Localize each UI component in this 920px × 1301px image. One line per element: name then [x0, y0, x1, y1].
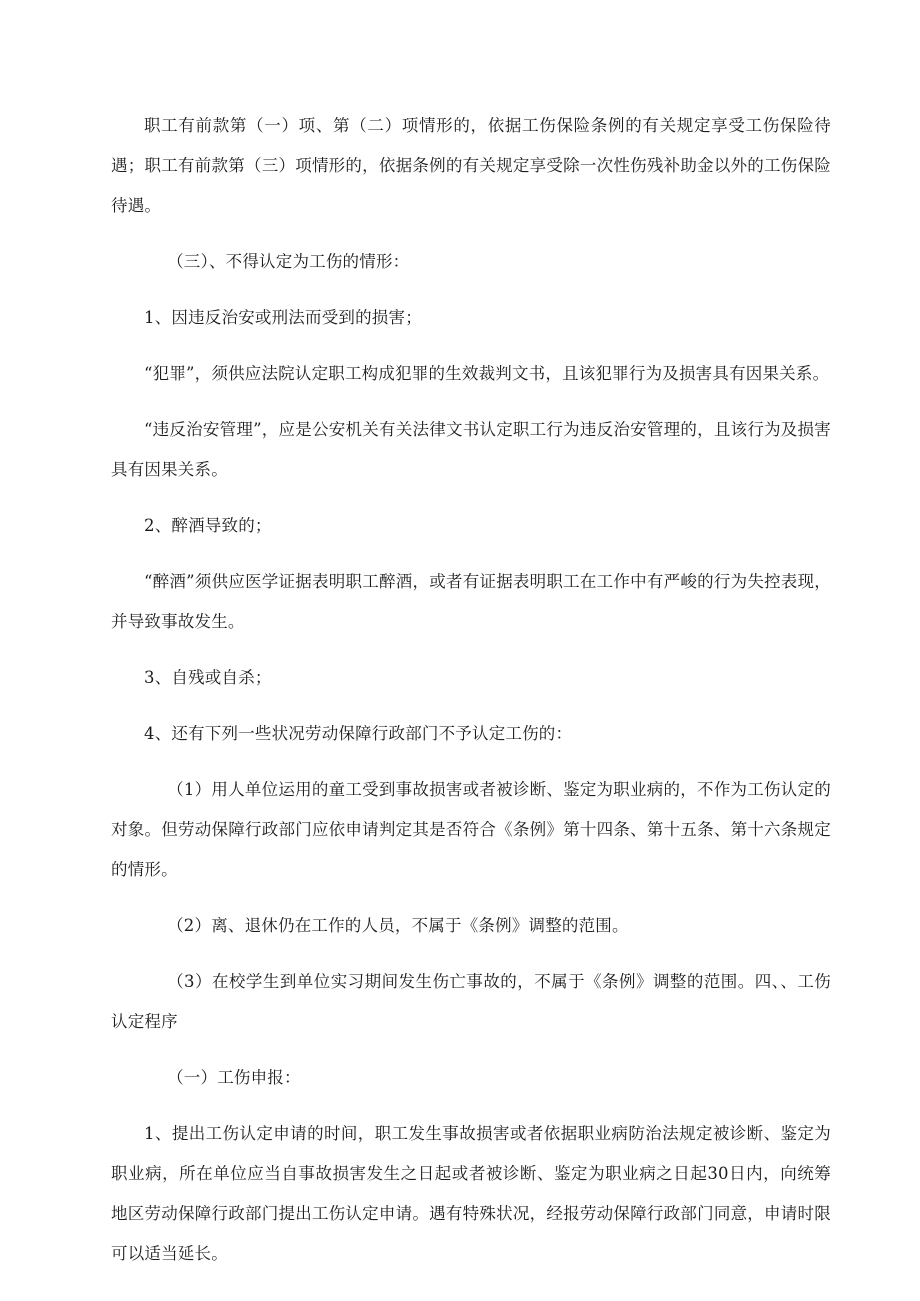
list-item-3: 3、自残或自杀； [144, 668, 272, 687]
section-heading-not-work-injury: （三）、不得认定为工伤的情形： [167, 252, 410, 271]
paragraph-crime-definition: “犯罪”，须供应法院认定职工构成犯罪的生效裁判文书，且该犯罪行为及损害具有因果关系。 [144, 364, 830, 383]
sub-item-3: （3）在校学生到单位实习期间发生伤亡事故的，不属于《条例》调整的范围。四、、工伤认定程序 [111, 972, 831, 1031]
sub-item-1: （1）用人单位运用的童工受到事故损害或者被诊断、鉴定为职业病的，不作为工伤认定的对象。但劳动保障行政部门应依申请判定其是否符合《条例》第十四条、第十五条、第十六条规定的情形。 [111, 780, 831, 879]
document-body [111, 106, 831, 1290]
paragraph-public-security-definition: “违反治安管理”，应是公安机关有关法律文书认定职工行为违反治安管理的，且该行为及损害具有因果关系。 [111, 420, 831, 479]
paragraph-benefits: 职工有前款第（一）项、第（二）项情形的，依据工伤保险条例的有关规定享受工伤保险待遇；职工有前款第（三）项情形的，依据条例的有关规定享受除一次性伤残补助金以外的工伤保险待遇。 [111, 116, 831, 215]
paragraph-application-time: 1、提出工伤认定申请的时间，职工发生事故损害或者依据职业病防治法规定被诊断、鉴定为职业病，所在单位应当自事故损害发生之日起或者被诊断、鉴定为职业病之日起30日内，向统筹地区劳动保障行政部门提出工伤认定申请。遇有特殊状况，经报劳动保障行政部门同意，申请时限可以适当延长。 [111, 1124, 831, 1263]
list-item-1: 1、因违反治安或刑法而受到的损害； [144, 308, 422, 327]
list-item-2: 2、醉酒导致的； [144, 516, 272, 535]
list-item-4: 4、还有下列一些状况劳动保障行政部门不予认定工伤的： [144, 724, 573, 743]
sub-item-2: （2）离、退休仍在工作的人员，不属于《条例》调整的范围。 [167, 916, 629, 935]
section-heading-application: （一）工伤申报： [167, 1068, 301, 1087]
paragraph-drunk-definition: “醉酒”须供应医学证据表明职工醉酒，或者有证据表明职工在工作中有严峻的行为失控表现，并导致事故发生。 [111, 572, 831, 631]
